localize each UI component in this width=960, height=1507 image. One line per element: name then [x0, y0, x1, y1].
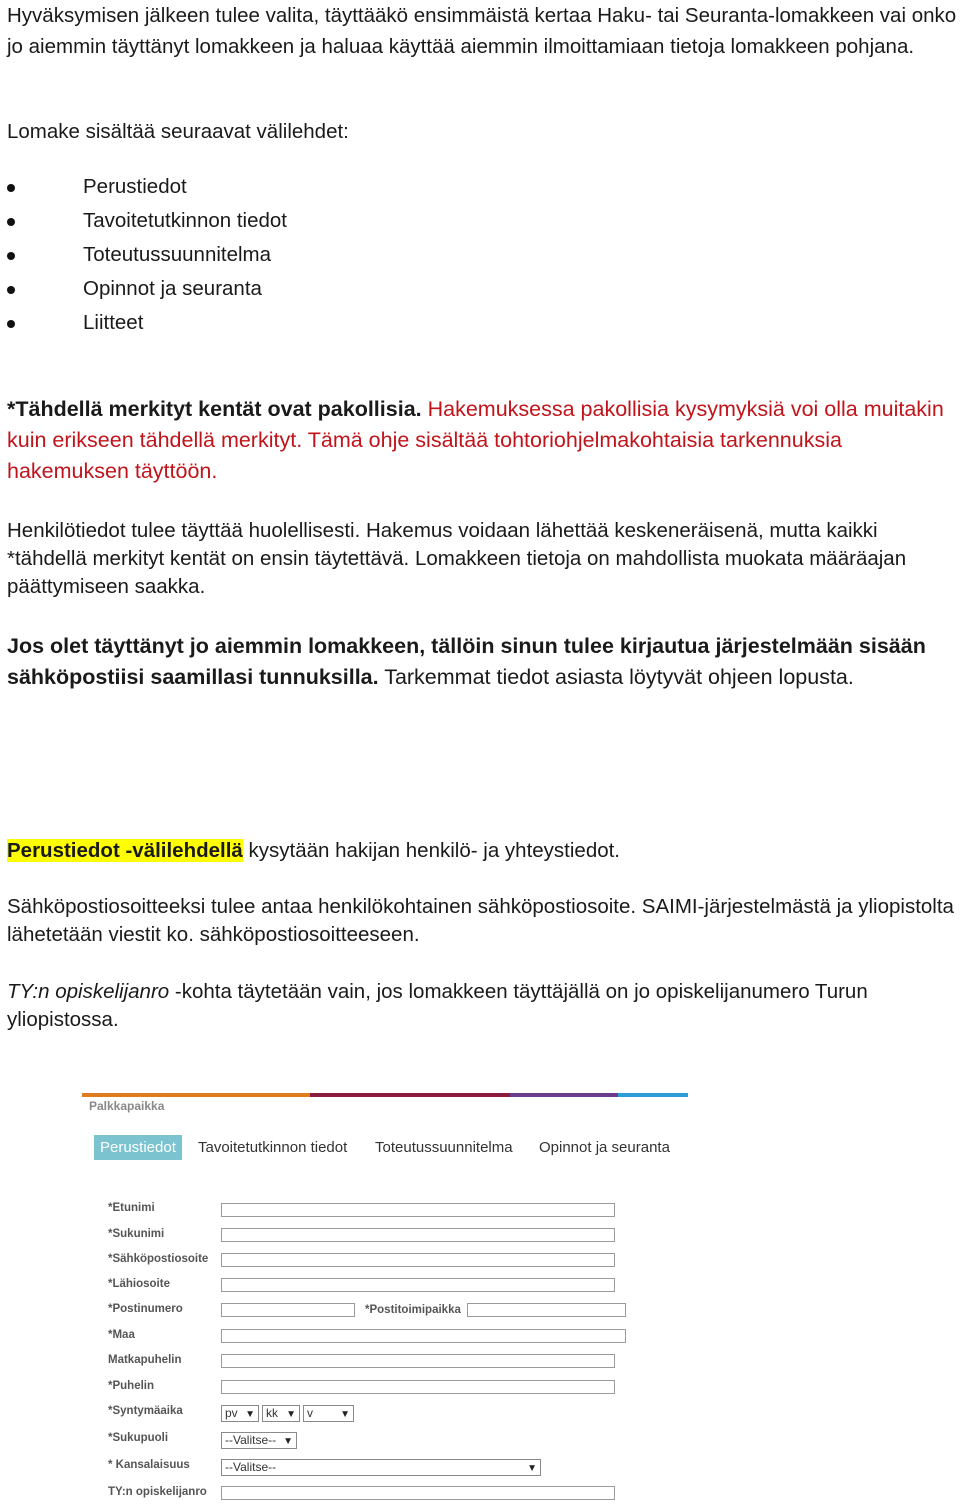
tab-opinnot-ja-seuranta[interactable]: Opinnot ja seuranta: [539, 1139, 670, 1156]
post-office-label: *Postitoimipaikka: [365, 1304, 461, 1316]
tab-toteutussuunnitelma[interactable]: Toteutussuunnitelma: [375, 1139, 513, 1156]
tab-perustiedot[interactable]: Perustiedot: [94, 1135, 182, 1160]
country-label: *Maa: [108, 1329, 135, 1341]
email-input[interactable]: [221, 1253, 615, 1267]
tab-tavoitetutkinnon-tiedot[interactable]: Tavoitetutkinnon tiedot: [198, 1139, 348, 1156]
phone-label: *Puhelin: [108, 1380, 155, 1392]
bullet-icon: [7, 252, 15, 260]
post-office-input[interactable]: [467, 1303, 626, 1317]
bullet-icon: [7, 286, 15, 294]
form-page-title: Palkkapaikka: [89, 1099, 165, 1113]
bullet-icon: [7, 184, 15, 192]
chevron-down-icon: ▼: [283, 1436, 293, 1447]
color-bar: [82, 1093, 688, 1097]
birth-year-select[interactable]: v ▼: [303, 1405, 354, 1422]
mobile-label: Matkapuhelin: [108, 1354, 182, 1366]
student-number-input[interactable]: [221, 1486, 615, 1500]
gender-label: *Sukupuoli: [108, 1432, 169, 1444]
etunimi-input[interactable]: [221, 1203, 615, 1217]
personal-info-paragraph: Henkilötiedot tulee täyttää huolellisesti. Hakemus voidaan lähettää keskeneräisenä, mutta kaikki *tähdellä merkityt kentät on ensin täytettävä. Lomakkeen tietoja on mahdollista muokata määräajan päättymiseen saakka.: [7, 519, 907, 598]
form-screenshot: [82, 1093, 688, 1507]
perustiedot-paragraph: Perustiedot -välilehdellä kysytään hakijan henkilö- ja yhteystiedot.: [7, 839, 621, 862]
birth-day-select[interactable]: pv ▼: [221, 1405, 259, 1422]
email-label: *Sähköpostiosoite: [108, 1253, 209, 1265]
postal-code-input[interactable]: [221, 1303, 355, 1317]
chevron-down-icon: ▼: [527, 1463, 537, 1474]
nationality-label: * Kansalaisuus: [108, 1459, 190, 1471]
birth-date-label: *Syntymäaika: [108, 1405, 183, 1417]
mobile-input[interactable]: [221, 1354, 615, 1368]
intro-paragraph: Hyväksymisen jälkeen tulee valita, täyttääkö ensimmäistä kertaa Haku- tai Seuranta-lomakkeen vai onko jo aiemmin täyttänyt lomakkeen ja haluaa käyttää aiemmin ilmoittamiaan tietoja lomakkeen pohjana.: [7, 4, 957, 58]
student-number-paragraph: TY:n opiskelijanro -kohta täytetään vain, jos lomakkeen täyttäjällä on jo opiskelijanumero Turun yliopistossa.: [7, 980, 868, 1031]
nationality-select[interactable]: --Valitse-- ▼: [221, 1459, 541, 1476]
student-number-label: TY:n opiskelijanro: [108, 1486, 207, 1498]
required-fields-note: *Tähdellä merkityt kentät ovat pakollisia. Hakemuksessa pakollisia kysymyksiä voi olla muitakin kuin erikseen tähdellä merkityt. Tämä ohje sisältää tohtoriohjelmakohtaisia tarkennuksia hakemuksen täyttöön.: [7, 397, 944, 483]
bullet-icon: [7, 320, 15, 328]
bullet-icon: [7, 218, 15, 226]
phone-input[interactable]: [221, 1380, 615, 1394]
country-input[interactable]: [221, 1329, 626, 1343]
login-paragraph: Jos olet täyttänyt jo aiemmin lomakkeen, tällöin sinun tulee kirjautua järjestelmään sisään sähköpostiisi saamillasi tunnuksilla. Tarkemmat tiedot asiasta löytyvät ohjeen lopusta.: [7, 634, 926, 689]
sukunimi-label: *Sukunimi: [108, 1228, 165, 1240]
chevron-down-icon: ▼: [245, 1409, 255, 1420]
postal-code-label: *Postinumero: [108, 1303, 183, 1315]
chevron-down-icon: ▼: [340, 1409, 350, 1420]
chevron-down-icon: ▼: [286, 1409, 296, 1420]
address-label: *Lähiosoite: [108, 1278, 170, 1290]
birth-month-select[interactable]: kk ▼: [262, 1405, 300, 1422]
tabs-intro-paragraph: Lomake sisältää seuraavat välilehdet:: [7, 120, 349, 143]
email-paragraph: Sähköpostiosoitteeksi tulee antaa henkilökohtainen sähköpostiosoite. SAIMI-järjestelmästä ja yliopistolta lähetetään viestit ko. sähköpostiosoitteeseen.: [7, 895, 954, 946]
etunimi-label: *Etunimi: [108, 1202, 155, 1214]
address-input[interactable]: [221, 1278, 615, 1292]
sukunimi-input[interactable]: [221, 1228, 615, 1242]
gender-select[interactable]: --Valitse-- ▼: [221, 1432, 297, 1449]
